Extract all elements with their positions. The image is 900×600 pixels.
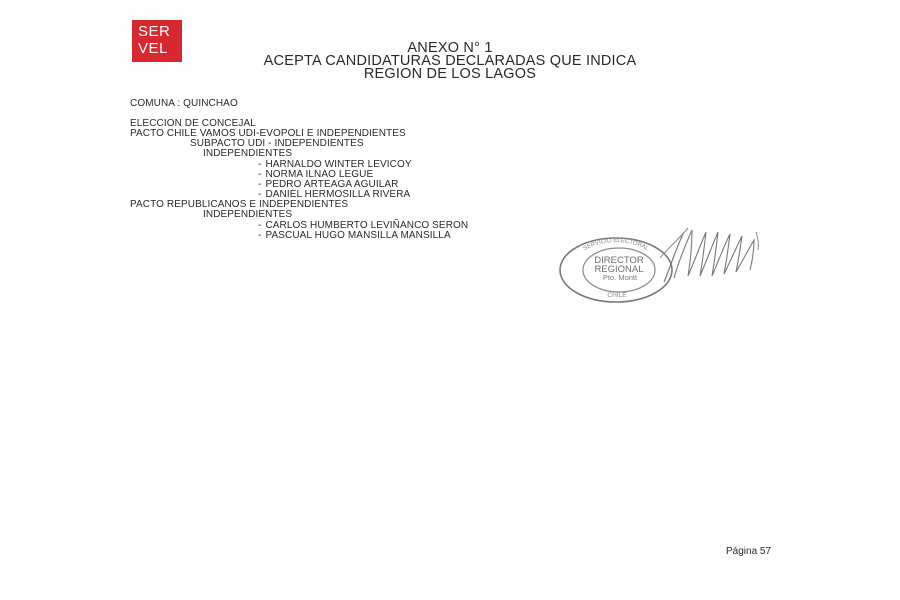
handwritten-signature bbox=[658, 218, 776, 288]
title-region: REGION DE LOS LAGOS bbox=[363, 66, 537, 82]
eleccion-label: ELECCION DE CONCEJAL bbox=[130, 118, 256, 129]
pacto-name: PACTO REPUBLICANOS E INDEPENDIENTES bbox=[130, 199, 349, 210]
dash: - bbox=[258, 220, 262, 231]
comuna-label: COMUNA : QUINCHAO bbox=[130, 98, 238, 109]
dash: - bbox=[258, 159, 262, 170]
stamp-bottom-text: CHILE bbox=[607, 292, 627, 299]
stamp-line3: Pto. Montt bbox=[602, 273, 638, 282]
candidate-name: HARNALDO WINTER LEVICOY bbox=[265, 159, 412, 170]
logo-text-line1: SER bbox=[138, 23, 171, 40]
stamp-top-arc-text: SERVICIO ELECTORAL bbox=[582, 237, 650, 253]
candidate-item bbox=[258, 230, 451, 241]
subpacto-name: SUBPACTO UDI - INDEPENDIENTES bbox=[190, 138, 364, 149]
title-acepta: ACEPTA CANDIDATURAS DECLARADAS QUE INDICA bbox=[263, 53, 637, 69]
candidate-name: DANIEL HERMOSILLA RIVERA bbox=[265, 189, 411, 200]
title-anexo: ANEXO N° 1 bbox=[407, 40, 493, 56]
candidate-name: CARLOS HUMBERTO LEVIÑANCO SERON bbox=[265, 220, 469, 231]
candidate-name: NORMA ILNAO LEGUE bbox=[265, 169, 374, 180]
group-name: INDEPENDIENTES bbox=[203, 148, 293, 159]
document-title bbox=[190, 42, 710, 81]
dash: - bbox=[258, 189, 262, 200]
candidate-name: PASCUAL HUGO MANSILLA MANSILLA bbox=[265, 230, 451, 241]
dash: - bbox=[258, 169, 262, 180]
logo-text-line2: VEL bbox=[138, 40, 168, 57]
logo-text bbox=[138, 23, 170, 57]
dash: - bbox=[258, 179, 262, 190]
stamp-line1: DIRECTOR bbox=[594, 255, 644, 266]
stamp-line2: REGIONAL bbox=[594, 264, 644, 275]
candidate-name: PEDRO ARTEAGA AGUILAR bbox=[265, 179, 399, 190]
servel-logo bbox=[132, 20, 186, 62]
dash: - bbox=[258, 230, 262, 241]
page-number: Página 57 bbox=[726, 546, 772, 557]
pacto-name: PACTO CHILE VAMOS UDI-EVOPOLI E INDEPENDIENTES bbox=[130, 128, 406, 139]
group-name: INDEPENDIENTES bbox=[203, 209, 293, 220]
